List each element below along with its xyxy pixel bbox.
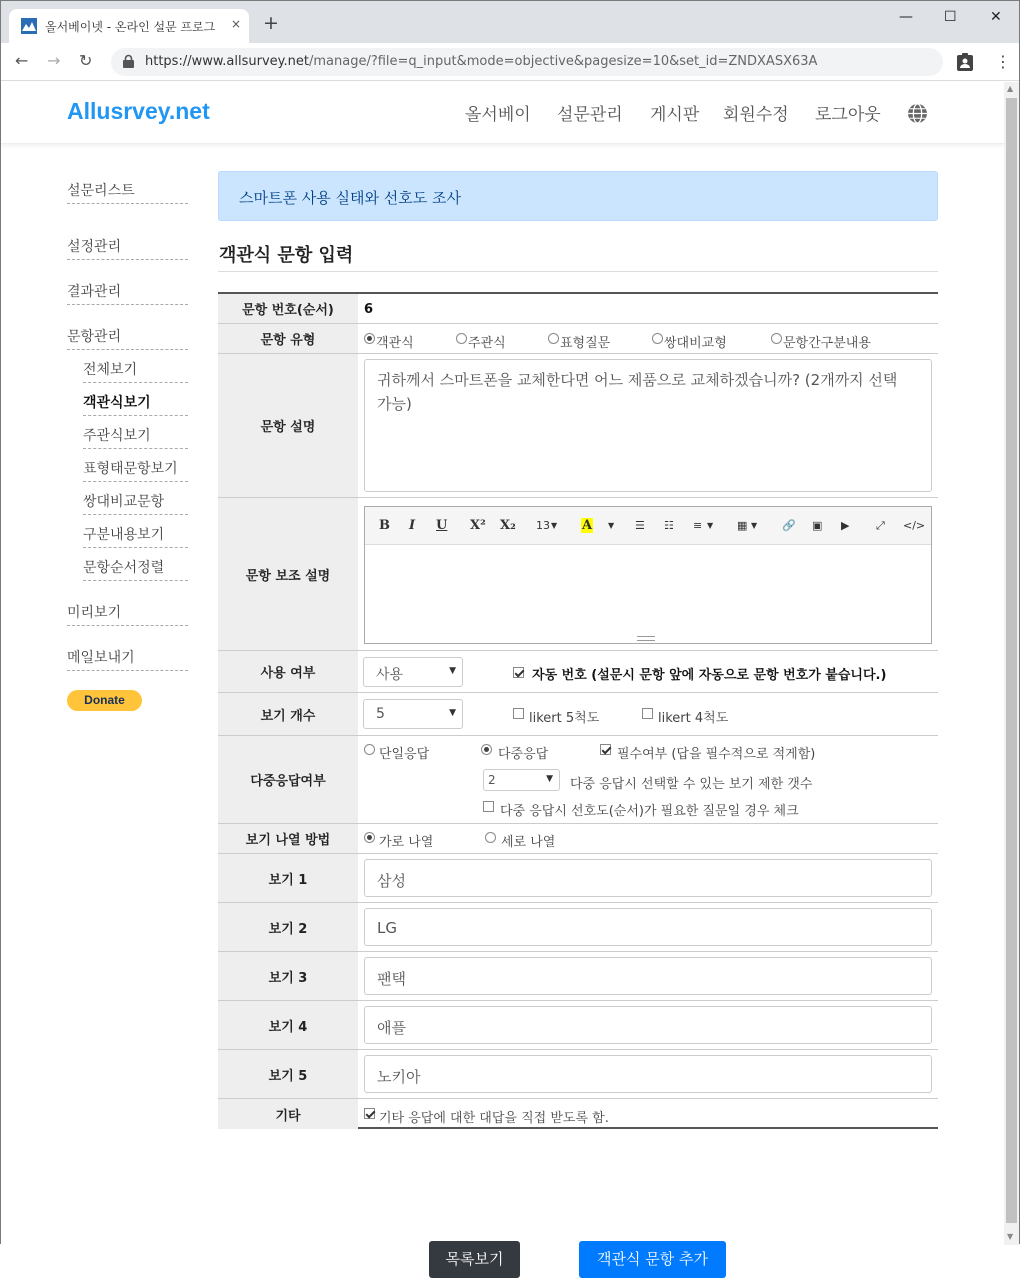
multi-limit-label: 다중 응답시 선택할 수 있는 보기 제한 갯수 — [570, 777, 813, 792]
nav-survey-manage[interactable]: 설문관리 — [557, 105, 623, 125]
radio-vertical[interactable] — [485, 832, 496, 843]
type-pairwise-label: 쌍대비교형 — [664, 336, 727, 351]
editor-toolbar — [365, 507, 931, 545]
question-description-text: 귀하께서 스마트폰을 교체한다면 어느 제품으로 교체하겠습니까? (2개까지 선택 가능) — [377, 371, 898, 413]
sidebar-sub-table[interactable]: 표형태문항보기 — [83, 458, 188, 482]
nav-board[interactable]: 게시판 — [650, 105, 700, 125]
label-multi-response: 다중응답여부 — [218, 736, 358, 823]
add-question-button[interactable]: 객관식 문항 추가 — [579, 1241, 726, 1278]
subscript-button[interactable]: X₂ — [500, 518, 516, 533]
auto-number-checkbox[interactable] — [513, 667, 524, 678]
option-2-input[interactable] — [364, 908, 932, 946]
radio-type-subjective[interactable] — [456, 333, 467, 344]
question-number-value: 6 — [364, 302, 374, 317]
site-logo[interactable]: Allusrvey.net — [67, 98, 210, 124]
survey-title: 스마트폰 사용 실태와 선호도 조사 — [239, 189, 461, 207]
likert5-checkbox[interactable] — [513, 708, 524, 719]
label-question-number: 문항 번호(순서) — [218, 294, 358, 323]
option-1-value: 삼성 — [377, 872, 406, 890]
label-other: 기타 — [218, 1099, 358, 1129]
sidebar-sub-divider-content[interactable]: 구분내용보기 — [83, 524, 188, 548]
single-response-label: 단일응답 — [379, 747, 430, 762]
tab-title: 올서베이넷 - 온라인 설문 프로그 — [45, 20, 216, 34]
option-2-value: LG — [377, 919, 397, 937]
scroll-up-icon[interactable]: ▲ — [1007, 84, 1014, 93]
row-use — [218, 651, 938, 693]
label-question-description: 문항 설명 — [218, 354, 358, 497]
sidebar-sub-all[interactable]: 전체보기 — [83, 359, 188, 383]
likert5-label: likert 5척도 — [529, 711, 600, 726]
use-select[interactable] — [363, 657, 463, 687]
radio-type-objective[interactable] — [364, 333, 375, 344]
horizontal-label: 가로 나열 — [379, 835, 434, 850]
scroll-down-icon[interactable]: ▼ — [1007, 1232, 1014, 1241]
back-button[interactable]: ← — [15, 51, 29, 70]
question-type-options — [358, 324, 938, 353]
nav-allsurvey[interactable]: 올서베이 — [465, 105, 531, 125]
list-button[interactable]: 목록보기 — [429, 1241, 520, 1278]
row-option-2 — [218, 903, 938, 952]
option-3-value: 팬택 — [377, 970, 406, 988]
profile-icon[interactable] — [957, 53, 973, 71]
donate-button[interactable]: Donate — [67, 690, 142, 711]
use-select-value: 사용 — [376, 667, 404, 683]
option-count-select[interactable] — [363, 699, 463, 729]
radio-horizontal[interactable] — [364, 832, 375, 843]
option-4-value: 애플 — [377, 1019, 406, 1037]
url-host: https://www.allsurvey.net — [145, 54, 309, 69]
radio-single-response[interactable] — [364, 744, 375, 755]
multi-response-cell — [358, 736, 938, 823]
sidebar-sub-pairwise[interactable]: 쌍대비교문항 — [83, 491, 188, 515]
required-checkbox[interactable] — [600, 744, 611, 755]
type-subjective-label: 주관식 — [468, 336, 506, 351]
label-option-3: 보기 3 — [218, 952, 358, 1000]
preference-checkbox[interactable] — [483, 801, 494, 812]
other-checkbox[interactable] — [364, 1108, 375, 1119]
image-icon[interactable]: ▣ — [812, 519, 823, 532]
preference-label: 다중 응답시 선호도(순서)가 필요한 질문일 경우 체크 — [500, 804, 799, 819]
other-label: 기타 응답에 대한 대답을 직접 받도록 함. — [379, 1111, 609, 1126]
sidebar-item-survey-list[interactable]: 설문리스트 — [67, 180, 188, 204]
row-option-1 — [218, 854, 938, 903]
sidebar-sub-order[interactable]: 문항순서정렬 — [83, 557, 188, 581]
likert4-checkbox[interactable] — [642, 708, 653, 719]
italic-button[interactable]: I — [409, 518, 416, 533]
browser-tab[interactable] — [9, 9, 249, 43]
sidebar-item-settings[interactable]: 설정관리 — [67, 236, 188, 260]
row-question-type — [218, 324, 938, 354]
label-option-2: 보기 2 — [218, 903, 358, 951]
option-4-input[interactable] — [364, 1006, 932, 1044]
heading-divider — [218, 271, 938, 272]
sidebar-sub-subjective[interactable]: 주관식보기 — [83, 425, 188, 449]
label-option-1: 보기 1 — [218, 854, 358, 902]
option-5-cell — [358, 1050, 938, 1098]
sidebar-item-preview[interactable]: 미리보기 — [67, 602, 188, 626]
url-path: /manage/?file=q_input&mode=objective&pagesize=10&set_id=ZNDXASX63A — [308, 54, 818, 69]
sidebar-item-send-mail[interactable]: 메일보내기 — [67, 647, 188, 671]
sidebar-item-questions[interactable]: 문항관리 — [67, 326, 188, 350]
option-count-cell — [358, 693, 938, 735]
radio-type-pairwise[interactable] — [652, 333, 663, 344]
tab-strip — [1, 1, 1019, 43]
row-other — [218, 1099, 938, 1129]
question-description-textarea[interactable] — [364, 359, 932, 492]
page-scrollbar[interactable] — [1004, 82, 1019, 1245]
forward-button[interactable]: → — [47, 51, 61, 70]
tab-close-icon[interactable]: × — [231, 17, 242, 31]
likert4-label: likert 4척도 — [658, 711, 729, 726]
new-tab-button[interactable]: + — [263, 12, 279, 34]
vertical-label: 세로 나열 — [501, 835, 556, 850]
browser-toolbar — [1, 43, 1019, 81]
row-option-4 — [218, 1001, 938, 1050]
row-question-aux — [218, 498, 938, 651]
lock-icon — [123, 55, 134, 68]
option-3-input[interactable] — [364, 957, 932, 995]
address-bar[interactable] — [111, 48, 943, 76]
label-use: 사용 여부 — [218, 651, 358, 692]
row-multi-response — [218, 736, 938, 824]
question-form — [218, 292, 938, 1129]
video-icon[interactable]: ▶ — [841, 519, 850, 532]
question-description-cell — [358, 354, 938, 497]
nav-member-edit[interactable]: 회원수정 — [723, 105, 789, 125]
nav-logout[interactable]: 로그아웃 — [815, 105, 881, 125]
maximize-button[interactable]: ☐ — [944, 9, 957, 25]
bold-button[interactable]: B — [379, 518, 390, 533]
option-4-cell — [358, 1001, 938, 1049]
row-question-description — [218, 354, 938, 498]
code-view-icon[interactable]: </> — [903, 519, 926, 532]
multi-limit-value: 2 — [488, 773, 496, 787]
chevron-down-icon: ▼ — [546, 774, 553, 784]
align-caret-icon: ▼ — [707, 521, 714, 530]
label-question-aux: 문항 보조 설명 — [218, 498, 358, 650]
bullet-list-icon[interactable]: ☰ — [635, 519, 645, 532]
label-option-5: 보기 5 — [218, 1050, 358, 1098]
page-viewport — [1, 82, 1004, 1268]
radio-multi-response[interactable] — [481, 744, 492, 755]
question-aux-cell — [358, 498, 938, 650]
text-color-button[interactable]: A — [582, 518, 593, 533]
page-title: 객관식 문항 입력 — [219, 245, 354, 266]
url-text — [145, 54, 817, 69]
reload-button[interactable]: ↻ — [79, 51, 93, 70]
label-question-type: 문항 유형 — [218, 324, 358, 353]
survey-title-banner — [218, 171, 938, 221]
row-option-3 — [218, 952, 938, 1001]
color-caret-icon[interactable]: ▼ — [608, 521, 615, 530]
auto-number-label: 자동 번호 (설문시 문항 앞에 자동으로 문항 번호가 붙습니다.) — [532, 668, 887, 683]
superscript-button[interactable]: X² — [470, 518, 486, 533]
multi-response-label: 다중응답 — [498, 747, 549, 762]
sidebar-item-results[interactable]: 결과관리 — [67, 281, 188, 305]
close-window-button[interactable]: ✕ — [990, 9, 1002, 25]
radio-type-divider[interactable] — [771, 333, 782, 344]
value-question-number-cell — [358, 294, 938, 323]
font-size-caret-icon: ▼ — [551, 521, 558, 530]
option-1-cell — [358, 854, 938, 902]
other-cell — [358, 1099, 938, 1129]
align-icon[interactable]: ≡ — [693, 519, 703, 532]
multi-limit-select[interactable] — [483, 769, 560, 791]
font-size-dropdown[interactable]: 13 — [536, 519, 550, 532]
globe-icon[interactable] — [907, 103, 928, 124]
use-cell — [358, 651, 938, 692]
option-count-value: 5 — [376, 706, 385, 722]
fullscreen-icon[interactable]: ⤢ — [876, 519, 885, 532]
type-table-label: 표형질문 — [560, 336, 611, 351]
option-5-input[interactable] — [364, 1055, 932, 1093]
chevron-down-icon: ▼ — [449, 708, 456, 718]
option-1-input[interactable] — [364, 859, 932, 897]
rich-text-editor[interactable] — [364, 506, 932, 644]
required-label: 필수여부 (답을 필수적으로 적게함) — [617, 747, 816, 762]
option-layout-cell — [358, 824, 938, 853]
option-2-cell — [358, 903, 938, 951]
underline-button[interactable]: U — [436, 518, 448, 533]
table-caret-icon: ▼ — [751, 521, 758, 530]
radio-type-table[interactable] — [548, 333, 559, 344]
scrollbar-thumb[interactable] — [1006, 98, 1017, 1223]
table-icon[interactable]: ▦ — [737, 519, 748, 532]
site-favicon-icon — [21, 18, 37, 34]
editor-resize-handle[interactable] — [637, 636, 655, 641]
chevron-down-icon: ▼ — [449, 666, 456, 676]
row-question-number — [218, 294, 938, 324]
site-navbar — [1, 82, 1004, 144]
minimize-button[interactable]: — — [899, 9, 913, 25]
row-option-5 — [218, 1050, 938, 1099]
option-3-cell — [358, 952, 938, 1000]
numbered-list-icon[interactable]: ☷ — [664, 519, 674, 532]
label-option-layout: 보기 나열 방법 — [218, 824, 358, 853]
option-5-value: 노키아 — [377, 1068, 421, 1086]
row-option-count — [218, 693, 938, 736]
browser-menu-icon[interactable]: ⋮ — [995, 52, 1011, 71]
label-option-4: 보기 4 — [218, 1001, 358, 1049]
type-divider-label: 문항간구분내용 — [783, 336, 871, 351]
label-option-count: 보기 개수 — [218, 693, 358, 735]
type-objective-label: 객관식 — [376, 336, 414, 351]
sidebar-sub-objective[interactable]: 객관식보기 — [83, 392, 188, 416]
link-icon[interactable]: 🔗 — [782, 519, 796, 532]
row-option-layout — [218, 824, 938, 854]
